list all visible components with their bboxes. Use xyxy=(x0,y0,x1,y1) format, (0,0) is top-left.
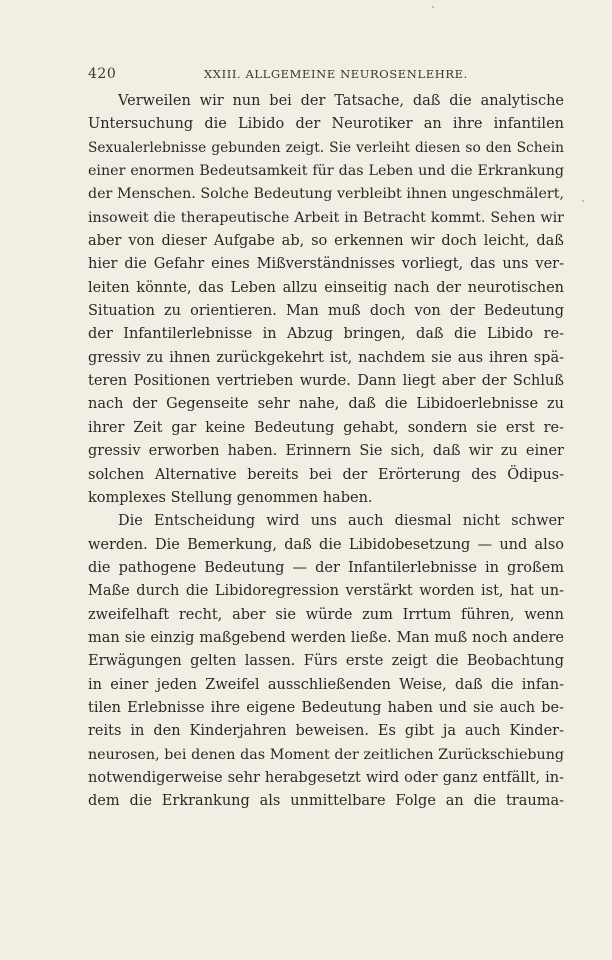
text-line: Die Entscheidung wird uns auch diesmal nicht schwer xyxy=(118,513,564,530)
text-line: zweifelhaft recht, aber sie würde zum Irrtum führen, wenn xyxy=(88,606,564,623)
text-line: komplexes Stellung genommen haben. xyxy=(88,489,373,506)
text-line: reits in den Kinderjahren beweisen. Es gibt ja auch Kinder- xyxy=(88,723,564,740)
text-line: leiten könnte, das Leben allzu einseitig nach der neurotischen xyxy=(88,279,564,296)
text-line: teren Positionen vertrieben wurde. Dann liegt aber der Schluß xyxy=(88,373,564,390)
text-line: einer enormen Bedeutsamkeit für das Leben und die Erkrankung xyxy=(88,163,564,180)
text-line: Maße durch die Libidoregression verstärkt worden ist, hat un- xyxy=(88,583,564,600)
text-line: in einer jeden Zweifel ausschließenden Weise, daß die infan- xyxy=(88,676,564,693)
text-line: insoweit die therapeutische Arbeit in Betracht kommt. Sehen wir xyxy=(88,209,564,226)
text-line: der Infantilerlebnisse in Abzug bringen, daß die Libido re- xyxy=(88,326,564,343)
text-line: notwendigerweise sehr herabgesetzt wird oder ganz entfällt, in- xyxy=(88,769,564,786)
text-line: Situation zu orientieren. Man muß doch von der Bedeutung xyxy=(88,303,564,320)
paragraph xyxy=(88,90,564,510)
text-line: Erwägungen gelten lassen. Fürs erste zeigt die Beobachtung xyxy=(88,653,564,670)
text-line: Sexualerlebnisse gebunden zeigt. Sie verleiht diesen so den Schein xyxy=(88,139,564,156)
paragraph xyxy=(88,510,564,813)
text-line: dem die Erkrankung als unmittelbare Folge an die trauma- xyxy=(88,793,564,810)
text-line: ihrer Zeit gar keine Bedeutung gehabt, sondern sie erst re- xyxy=(88,419,564,436)
text-line: der Menschen. Solche Bedeutung verbleibt ihnen ungeschmälert, xyxy=(88,186,564,203)
text-line: aber von dieser Aufgabe ab, so erkennen wir doch leicht, daß xyxy=(88,233,564,250)
text-line: man sie einzig maßgebend werden ließe. Man muß noch andere xyxy=(88,629,564,646)
text-line: die pathogene Bedeutung — der Infantilerlebnisse in großem xyxy=(88,559,564,576)
text-line: Verweilen wir nun bei der Tatsache, daß die analytische xyxy=(118,93,564,109)
text-line: tilen Erlebnisse ihre eigene Bedeutung haben und sie auch be- xyxy=(88,699,564,716)
text-line: solchen Alternative bereits bei der Erörterung des Ödipus- xyxy=(88,466,564,483)
page-number: 420 xyxy=(88,66,117,82)
paper-speck xyxy=(582,200,584,202)
body-text xyxy=(88,90,564,814)
text-line: nach der Gegenseite sehr nahe, daß die Libidoerlebnisse zu xyxy=(88,396,564,413)
text-line: hier die Gefahr eines Mißverständnisses vorliegt, das uns ver- xyxy=(88,256,564,273)
text-line: Untersuchung die Libido der Neurotiker an ihre infantilen xyxy=(88,116,564,133)
text-line: neurosen, bei denen das Moment der zeitlichen Zurückschiebung xyxy=(88,746,564,763)
text-line: werden. Die Bemerkung, daß die Libidobesetzung — und also xyxy=(88,536,564,553)
text-line: gressiv zu ihnen zurückgekehrt ist, nachdem sie aus ihren spä- xyxy=(88,349,564,366)
running-head: XXIII. ALLGEMEINE NEUROSENLEHRE. xyxy=(204,67,468,81)
paper-speck xyxy=(432,6,434,8)
text-line: gressiv erworben haben. Erinnern Sie sich, daß wir zu einer xyxy=(88,443,564,460)
page-header xyxy=(88,66,530,86)
